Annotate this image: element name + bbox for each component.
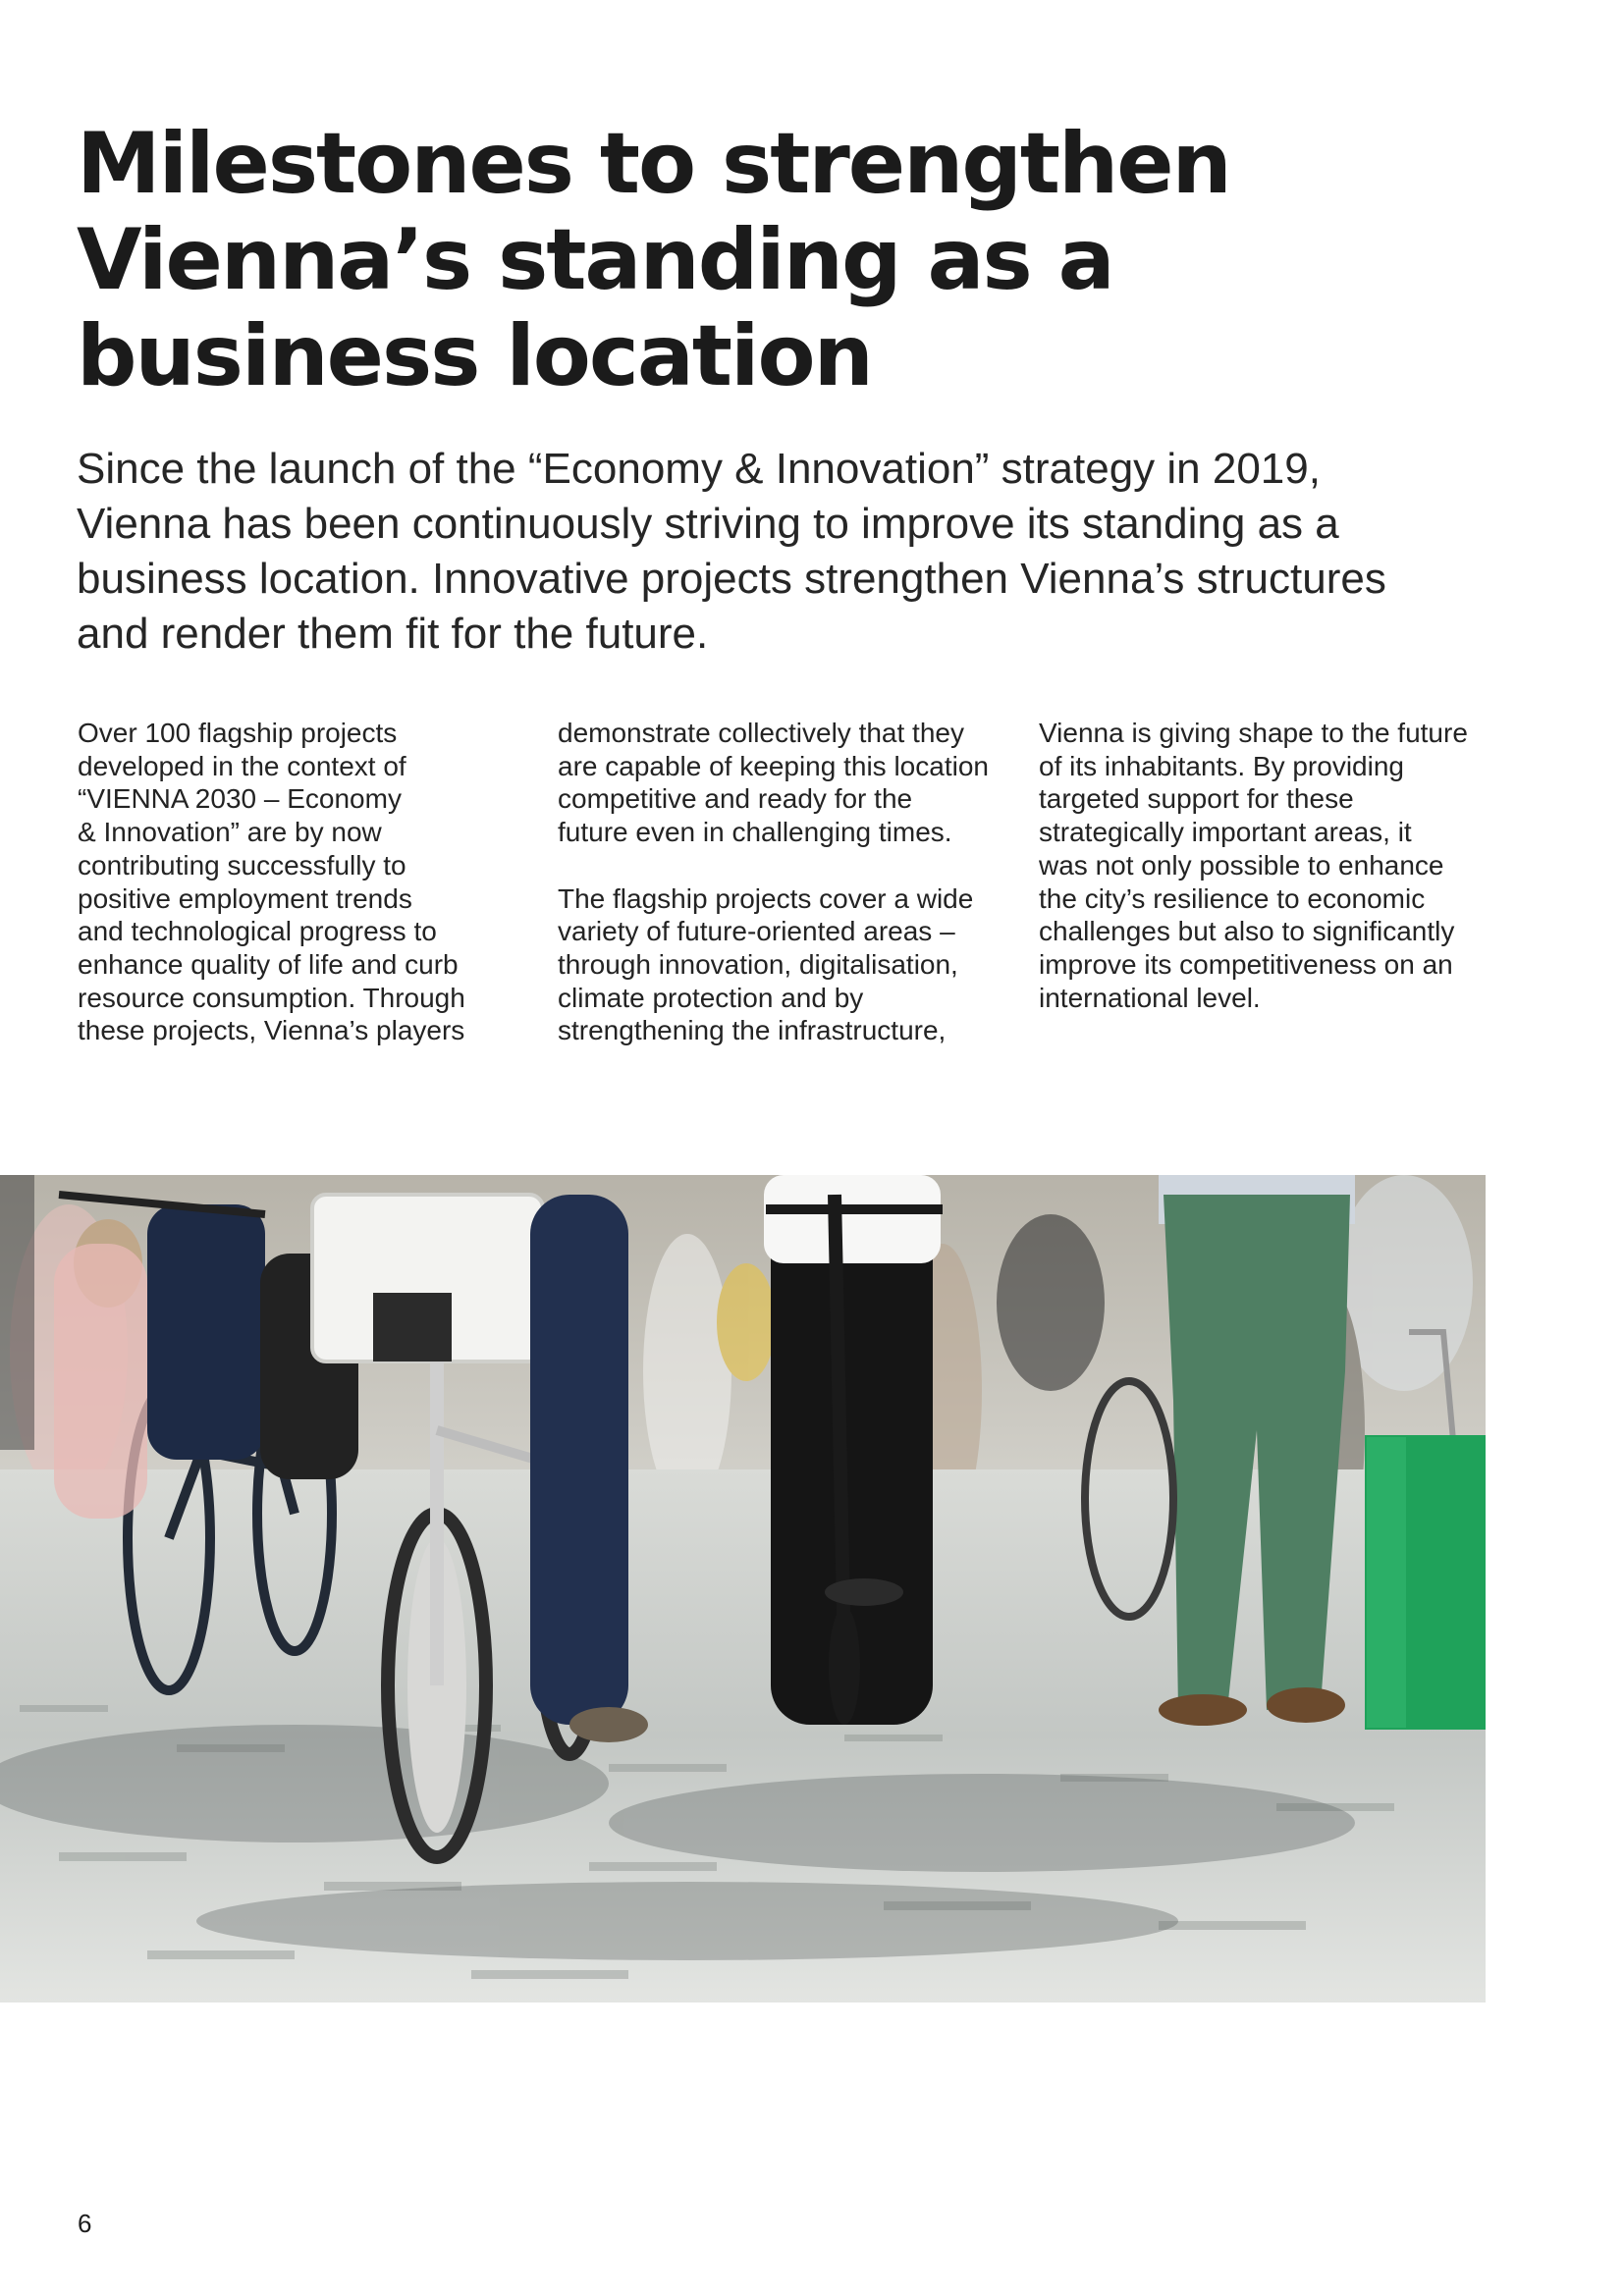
lead-line: and render them fit for the future. bbox=[77, 610, 709, 658]
paragraph-gap bbox=[558, 849, 1014, 882]
body-column-2 bbox=[558, 717, 1014, 1047]
body-line: & Innovation” are by now bbox=[78, 817, 382, 848]
body-column-1 bbox=[78, 717, 534, 1047]
title-line: business location bbox=[77, 307, 872, 405]
title-line: Milestones to strengthen bbox=[77, 115, 1230, 213]
body-line: international level. bbox=[1039, 982, 1261, 1013]
body-line: “VIENNA 2030 – Economy bbox=[78, 783, 402, 815]
body-line: strengthening the infrastructure, bbox=[558, 1015, 947, 1046]
body-line: positive employment trends bbox=[78, 882, 412, 914]
body-line: future even in challenging times. bbox=[558, 817, 952, 848]
body-line: strategically important areas, it bbox=[1039, 817, 1412, 848]
body-line: was not only possible to enhance bbox=[1039, 849, 1444, 881]
lead-line: Vienna has been continuously striving to improve its standing as a bbox=[77, 500, 1339, 548]
lead-paragraph bbox=[77, 442, 1510, 662]
body-column-3 bbox=[1039, 717, 1495, 1014]
body-line: through innovation, digitalisation, bbox=[558, 948, 958, 980]
body-line: The flagship projects cover a wide bbox=[558, 882, 974, 914]
body-line: enhance quality of life and curb bbox=[78, 948, 459, 980]
page-title bbox=[77, 116, 1255, 404]
body-line: these projects, Vienna’s players bbox=[78, 1015, 465, 1046]
body-line: variety of future-oriented areas – bbox=[558, 916, 955, 947]
lead-line: business location. Innovative projects strengthen Vienna’s structures bbox=[77, 555, 1386, 603]
street-photo bbox=[0, 1175, 1486, 2002]
body-line: competitive and ready for the bbox=[558, 783, 913, 815]
body-line: improve its competitiveness on an bbox=[1039, 948, 1453, 980]
body-line: contributing successfully to bbox=[78, 849, 406, 881]
body-line: challenges but also to significantly bbox=[1039, 916, 1455, 947]
title-line: Vienna’s standing as a bbox=[77, 211, 1113, 309]
body-line: Vienna is giving shape to the future bbox=[1039, 718, 1468, 748]
body-line: Over 100 flagship projects bbox=[78, 718, 398, 748]
body-line: of its inhabitants. By providing bbox=[1039, 750, 1404, 781]
body-line: resource consumption. Through bbox=[78, 982, 465, 1013]
body-line: are capable of keeping this location bbox=[558, 750, 989, 781]
body-line: and technological progress to bbox=[78, 916, 437, 947]
body-line: the city’s resilience to economic bbox=[1039, 882, 1426, 914]
page-number: 6 bbox=[78, 2209, 92, 2238]
body-line: developed in the context of bbox=[78, 750, 406, 781]
lead-line: Since the launch of the “Economy & Innovation” strategy in 2019, bbox=[77, 445, 1321, 493]
body-line: targeted support for these bbox=[1039, 783, 1354, 815]
body-line: climate protection and by bbox=[558, 982, 864, 1013]
body-line: demonstrate collectively that they bbox=[558, 718, 964, 748]
